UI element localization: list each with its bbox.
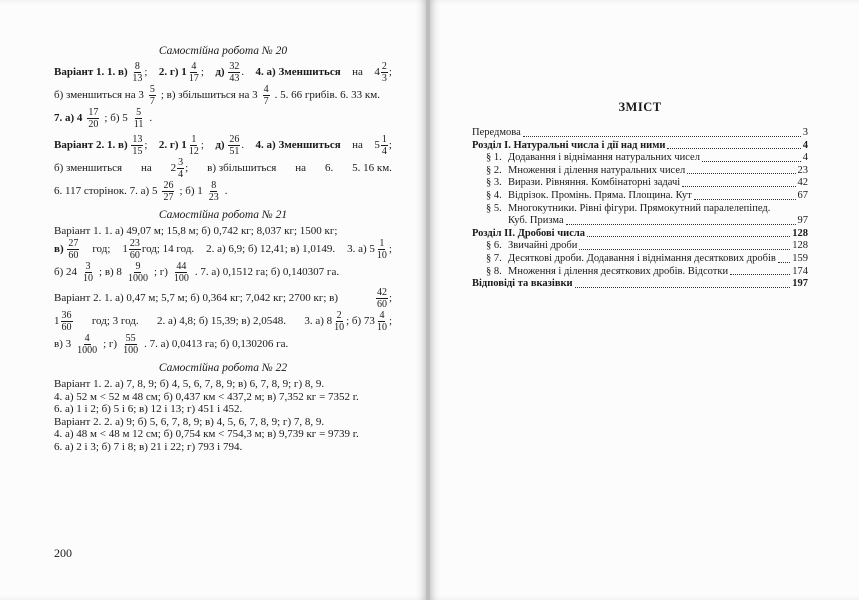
s22-line-3: 6. а) 1 і 2; б) 5 і 6; в) 12 і 13; г) 451 і 452. bbox=[54, 403, 243, 415]
fraction: $\frac{2}{10}$ bbox=[334, 310, 345, 333]
fraction: $\frac{26}{51}$ bbox=[229, 134, 240, 157]
toc-entry[interactable]: § 4. Відрізок. Промінь. Пряма. Площина. Кут 67 bbox=[486, 189, 808, 201]
fraction: $\frac{1}{10}$ bbox=[376, 238, 387, 261]
leader-dots bbox=[667, 148, 800, 149]
s22-line-4: Варіант 2. 2. а) 9; б) 5, 6, 7, 8, 9; в) 4, 5, 6, 7, 8, 9; г) 7, 8, 9. bbox=[54, 415, 325, 428]
answers-column bbox=[54, 45, 392, 453]
fraction: $\frac{3}{4}$ bbox=[178, 157, 184, 180]
fraction: $\frac{8}{23}$ bbox=[208, 180, 219, 203]
fraction: $\frac{17}{20}$ bbox=[88, 107, 99, 130]
toc-entry[interactable]: § 6. Звичайні дроби 128 bbox=[486, 240, 808, 252]
fraction: $\frac{42}{60}$ bbox=[376, 287, 387, 310]
fraction: $\frac{36}{60}$ bbox=[61, 310, 72, 333]
s21-line-6: в) 3 $\frac{4}{1000}$ ; г) $\frac{55}{100}$ . 7. а) 0,0413 га; б) 0,130206 га. bbox=[54, 333, 289, 356]
leader-dots bbox=[682, 186, 795, 187]
leader-dots bbox=[579, 249, 790, 250]
toc-section[interactable]: Розділ І. Натуральні числа і дії над ними 4 bbox=[472, 139, 808, 151]
toc-title: ЗМІСТ bbox=[618, 100, 662, 114]
toc-section[interactable]: Розділ ІІ. Дробові числа 128 bbox=[472, 227, 808, 239]
toc-entry[interactable]: § 3. Вирази. Рівняння. Комбінаторні задачі 42 bbox=[486, 177, 808, 189]
fraction: $\frac{9}{1000}$ bbox=[127, 261, 148, 284]
s22-line-2: 4. а) 52 м < 52 м 48 см; б) 0,437 км < 437,2 м; в) 7,352 кг = 7352 г. bbox=[54, 390, 359, 403]
fraction: $\frac{4}{10}$ bbox=[376, 310, 387, 333]
toc-entry-continuation[interactable]: Куб. Призма 97 bbox=[508, 215, 808, 227]
fraction: $\frac{1}{4}$ bbox=[381, 134, 387, 157]
s21-line-4: Варіант 2. 1. а) 0,47 м; 5,7 м; б) 0,364 кг; 7,042 кг; 2700 кг; в) $\frac{42}{60}$ ; bbox=[54, 287, 392, 310]
leader-dots bbox=[687, 173, 795, 174]
s21-line-5: 1 $\frac{36}{60}$ год; 3 год. 2. а) 4,8; б) 15,39; в) 2,0548. 3. а) 8 $\frac{2}{10}$ ; б) 73 $\frac{4}{10}$ ; bbox=[54, 310, 392, 333]
fraction: $\frac{1}{12}$ bbox=[188, 134, 199, 157]
section-title-20: Самостійна робота № 20 bbox=[158, 45, 288, 57]
leader-dots bbox=[694, 199, 796, 200]
table-of-contents bbox=[472, 127, 808, 291]
toc-entry[interactable]: § 2. Множення і ділення натуральних чисел 23 bbox=[486, 164, 808, 176]
fraction: $\frac{8}{13}$ bbox=[132, 61, 143, 84]
fraction: $\frac{13}{15}$ bbox=[132, 134, 143, 157]
leader-dots bbox=[566, 224, 796, 225]
fraction: $\frac{44}{100}$ bbox=[173, 261, 189, 284]
fraction: $\frac{4}{7}$ bbox=[263, 84, 269, 107]
fraction: $\frac{55}{100}$ bbox=[123, 333, 139, 356]
toc-entry[interactable]: § 1. Додавання і віднімання натуральних чисел 4 bbox=[486, 152, 808, 164]
leader-dots bbox=[523, 136, 801, 137]
s20-line-3: 7. а) 4 $\frac{17}{20}$ ; б) 5 $\frac{5}{11}$ . bbox=[54, 107, 153, 130]
s20-line-1: Варіант 1. 1. в) $\frac{8}{13}$ ; 2. г) 1 $\frac{4}{17}$ ; д) $\frac{32}{43}$ . 4. а) Зменшиться на 4 $\frac{2}{3}$ ; bbox=[54, 61, 392, 84]
s22-line-5: 4. а) 48 м < 48 м 12 см; б) 0,754 км < 754,3 м; в) 9,739 кг = 9739 г. bbox=[54, 428, 359, 440]
right-page bbox=[430, 0, 859, 600]
fraction: $\frac{26}{27}$ bbox=[163, 180, 174, 203]
leader-dots bbox=[778, 262, 790, 263]
s22-line-1: Варіант 1. 2. а) 7, 8, 9; б) 4, 5, 6, 7, 8, 9; в) 6, 7, 8, 9; г) 8, 9. bbox=[54, 378, 325, 390]
section-title-21: Самостійна робота № 21 bbox=[158, 209, 288, 221]
s20-line-5: б) зменшиться на 2 $\frac{3}{4}$ ; в) збільшиться на 6. 5. 16 км. bbox=[54, 157, 392, 180]
toc-entry[interactable]: § 5. Многокутники. Рівні фігури. Прямокутний паралелепіпед. bbox=[486, 202, 771, 214]
s22-line-6: 6. а) 2 і 3; б) 7 і 8; в) 21 і 22; г) 793 і 794. bbox=[54, 440, 243, 453]
fraction: $\frac{2}{3}$ bbox=[381, 61, 387, 84]
s21-line-2: в) $\frac{27}{60}$ год; 1 $\frac{23}{60}$ год; 14 год. 2. а) 6,9; б) 12,41; в) 1,0149. 3. а) 5 $\frac{1}{10}$ ; bbox=[54, 238, 392, 261]
s20-line-6: 6. 117 сторінок. 7. а) 5 $\frac{26}{27}$ ; б) 1 $\frac{8}{23}$ . bbox=[54, 180, 228, 203]
toc-entry[interactable]: § 7. Десяткові дроби. Додавання і віднімання десяткових дробів 159 bbox=[486, 252, 808, 264]
fraction: $\frac{4}{1000}$ bbox=[77, 333, 98, 356]
fraction: $\frac{5}{7}$ bbox=[149, 84, 155, 107]
fraction: $\frac{27}{60}$ bbox=[68, 238, 79, 261]
leader-dots bbox=[702, 161, 801, 162]
section-title-22: Самостійна робота № 22 bbox=[158, 362, 288, 374]
s20-line-4: Варіант 2. 1. в) $\frac{13}{15}$ ; 2. г) 1 $\frac{1}{12}$ ; д) $\frac{26}{51}$ . 4. а) Зменшиться на 5 $\frac{1}{4}$ ; bbox=[54, 134, 392, 157]
s21-line-3: б) 24 $\frac{3}{10}$ ; в) 8 $\frac{9}{1000}$ ; г) $\frac{44}{100}$ . 7. а) 0,1512 га; б) 0,140307 га. bbox=[54, 261, 340, 284]
leader-dots bbox=[587, 236, 790, 237]
fraction: $\frac{3}{10}$ bbox=[83, 261, 94, 284]
fraction: $\frac{5}{11}$ bbox=[133, 107, 144, 130]
toc-section[interactable]: Відповіді та вказівки 197 bbox=[472, 278, 808, 290]
s21-line-1: Варіант 1. 1. а) 49,07 м; 15,8 м; б) 0,742 кг; 8,037 кг; 1500 кг; bbox=[54, 225, 338, 237]
page-number: 200 bbox=[54, 546, 72, 560]
fraction: $\frac{4}{17}$ bbox=[188, 61, 199, 84]
fraction: $\frac{23}{60}$ bbox=[129, 238, 140, 261]
fraction: $\frac{32}{43}$ bbox=[229, 61, 240, 84]
toc-entry[interactable]: § 8. Множення і ділення десяткових дробів. Відсотки 174 bbox=[486, 265, 808, 277]
leader-dots bbox=[730, 274, 790, 275]
s20-line-2: б) зменшиться на 3 $\frac{5}{7}$ ; в) збільшиться на 3 $\frac{4}{7}$ . 5. 66 грибів. 6. 33 км. bbox=[54, 84, 380, 107]
leader-dots bbox=[575, 287, 791, 288]
toc-entry[interactable]: Передмова 3 bbox=[472, 127, 808, 138]
